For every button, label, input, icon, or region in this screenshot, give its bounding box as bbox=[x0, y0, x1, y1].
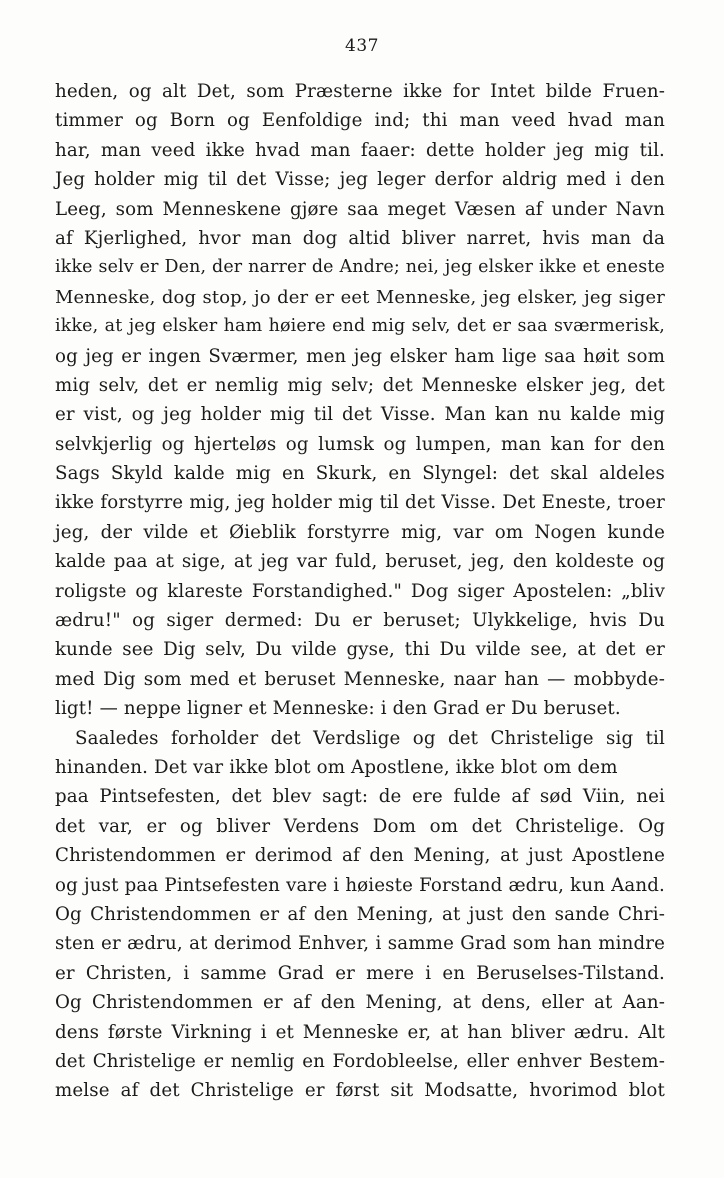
text-line: er vist, og jeg holder mig til det Visse. Man kan nu kalde mig bbox=[55, 404, 665, 426]
text-line: det var, er og bliver Verdens Dom om det Christelige. Og bbox=[55, 815, 665, 837]
text-line: Saaledes forholder det Verdslige og det Christelige sig til bbox=[75, 727, 665, 749]
text-line: melse af det Christelige er først sit Modsatte, hvorimod blot bbox=[55, 1080, 665, 1102]
text-line: kalde paa at sige, at jeg var fuld, beruset, jeg, den koldeste og bbox=[55, 551, 665, 573]
paragraph bbox=[55, 724, 665, 1106]
text-line: Og Christendommen er af den Mening, at just den sande Chri- bbox=[55, 903, 665, 925]
text-line: ikke selv er Den, der narrer de Andre; nei, jeg elsker ikke et eneste bbox=[55, 257, 665, 278]
page-number: 437 bbox=[345, 36, 379, 56]
text-line: Sags Skyld kalde mig en Skurk, en Slyngel: det skal aldeles bbox=[55, 463, 665, 485]
text-line: og just paa Pintsefesten vare i høieste Forstand ædru, kun Aand. bbox=[55, 874, 665, 896]
text-line: dens første Virkning i et Menneske er, at han bliver ædru. Alt bbox=[55, 1021, 665, 1043]
text-line: ikke, at jeg elsker ham høiere end mig selv, det er saa sværmerisk, bbox=[55, 316, 665, 337]
text-line: hinanden. Det var ikke blot om Apostlene, ikke blot om dem bbox=[55, 756, 618, 778]
text-line: ikke forstyrre mig, jeg holder mig til det Visse. Det Eneste, troer bbox=[55, 492, 665, 514]
text-line: Menneske, dog stop, jo der er eet Menneske, jeg elsker, jeg siger bbox=[55, 286, 665, 308]
text-line: paa Pintsefesten, det blev sagt: de ere fulde af sød Viin, nei bbox=[55, 786, 665, 808]
text-line: Jeg holder mig til det Visse; jeg leger derfor aldrig med i den bbox=[55, 169, 665, 191]
text-line: jeg, der vilde et Øieblik forstyrre mig, var om Nogen kunde bbox=[55, 521, 665, 543]
text-line: er Christen, i samme Grad er mere i en Beruselses-Tilstand. bbox=[55, 962, 665, 984]
text-line: og jeg er ingen Sværmer, men jeg elsker ham lige saa høit som bbox=[55, 345, 665, 367]
text-line: med Dig som med et beruset Menneske, naar han — mobbyde- bbox=[55, 668, 665, 690]
paragraph bbox=[55, 77, 665, 724]
text-line: mig selv, det er nemlig mig selv; det Menneske elsker jeg, det bbox=[55, 374, 665, 396]
text-line: det Christelige er nemlig en Fordobleelse, eller enhver Bestem- bbox=[55, 1050, 665, 1072]
text-line: roligste og klareste Forstandighed." Dog siger Apostelen: „bliv bbox=[55, 580, 665, 602]
text-line: timmer og Born og Eenfoldige ind; thi man veed hvad man bbox=[55, 110, 665, 132]
body-text bbox=[55, 77, 665, 1106]
text-line: har, man veed ikke hvad man faaer: dette holder jeg mig til. bbox=[55, 139, 665, 161]
text-line: af Kjerlighed, hvor man dog altid bliver narret, hvis man da bbox=[55, 227, 665, 249]
text-line: ligt! — neppe ligner et Menneske: i den Grad er Du beruset. bbox=[55, 698, 621, 720]
text-line: selvkjerlig og hjerteløs og lumsk og lumpen, man kan for den bbox=[55, 433, 665, 455]
text-line: Leeg, som Menneskene gjøre saa meget Væsen af under Navn bbox=[55, 198, 665, 220]
text-line: Christendommen er derimod af den Mening, at just Apostlene bbox=[55, 845, 665, 867]
text-line: ædru!" og siger dermed: Du er beruset; Ulykkelige, hvis Du bbox=[55, 610, 665, 632]
text-line: sten er ædru, at derimod Enhver, i samme Grad som han mindre bbox=[55, 933, 665, 955]
text-line: kunde see Dig selv, Du vilde gyse, thi Du vilde see, at det er bbox=[55, 639, 665, 661]
text-line: heden, og alt Det, som Præsterne ikke for Intet bilde Fruen- bbox=[55, 81, 665, 102]
text-line: Og Christendommen er af den Mening, at dens, eller at Aan- bbox=[55, 992, 665, 1014]
